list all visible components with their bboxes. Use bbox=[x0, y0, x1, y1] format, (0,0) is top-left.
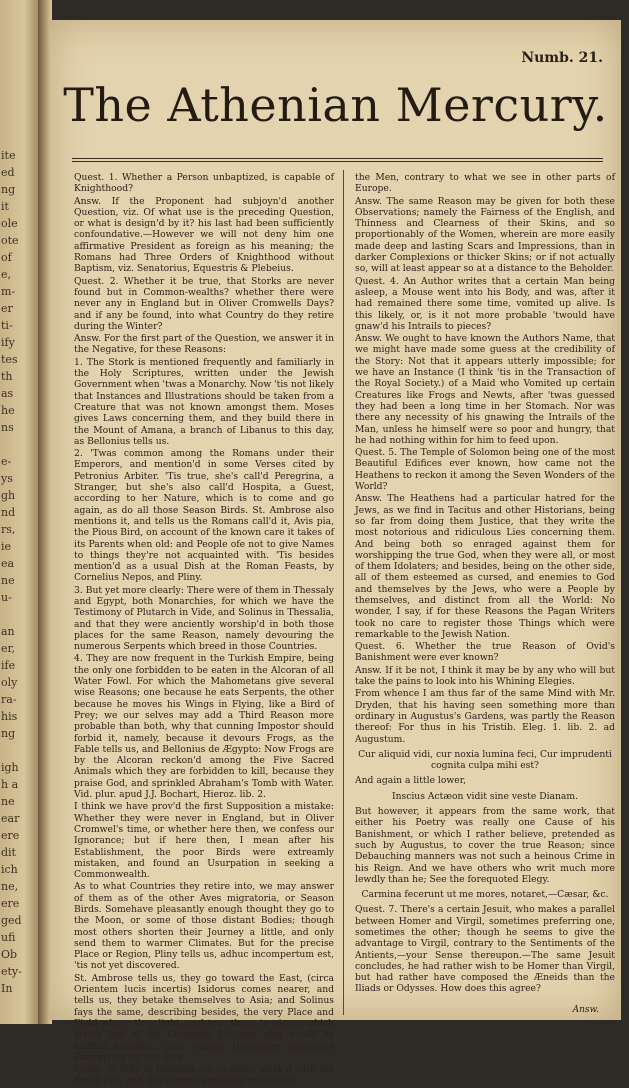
paragraph: Quest. 7. There's a certain Jesuit, who makes a parallel between Homer and Virgil, sometimes preferring one, sometimes the other; though he seems to give the advantage to Virgil, contrary to the Sentiments of the Antients,—your Sense thereupon.—The same Jesuit concludes, he had rather wish to be Homer than Virgil, but had rather have composed the Æneids than the Iliads or Odysses. How does this agree? bbox=[355, 904, 615, 995]
paragraph: 2. 'Twas common among the Romans under their Emperors, and mention'd in some Verses cited by Petronius Arbiter. 'Tis true, she's call'd Peregrina, a Stranger, but she's also call'd Hospita, a Guest, according to her Nature, which is to come and go again, as do all those Season Birds. St. Ambrose also mentions it, and tells us the Romans call'd it, Avis pia, the Pious Bird, on account of the known care it takes of its Parents when old: and People ofe not to give Names to things they're not acquainted with. 'Tis besides mention'd as a usual Dish at the Roman Feasts, by Cornelius Nepos, and Pliny. bbox=[74, 448, 334, 584]
adjacent-page-fragment: his bbox=[1, 710, 18, 723]
adjacent-page bbox=[0, 0, 40, 1024]
adjacent-page-fragment: e, bbox=[1, 268, 12, 281]
paragraph: Answ. We ought to have known the Authors Name, that we might have made some guess at the credibility of the Story: Not that it appears utterly impossible; for we have an Instance (I think 'tis in the Transaction of the Royal Society.) of a Maid who Vomited up certain Creatures like Frogs and Newts, after 'twas guessed they had been a long time in her Stomach. Nor was there any necessity of his gnawing the Intrails of the Man, unless he himself were so poor and hungry, that he had nothing within for him to feed upon. bbox=[355, 333, 615, 446]
masthead-rule bbox=[72, 158, 603, 162]
adjacent-page-fragment: ra- bbox=[1, 693, 17, 706]
drop-cap-paragraph: Quest. 1. Whether a Person unbaptized, is capable of Knighthood? bbox=[74, 172, 334, 195]
adjacent-page-fragment: ea bbox=[1, 557, 15, 570]
paragraph: Quest. 2. Whether it be true, that Storks are never found but in Common-wealths? whether there were never any in England but in Oliver Cromwells Days? and if any be found, into what Country do they retire during the Winter? bbox=[74, 275, 334, 332]
paragraph: But however, it appears from the same work, that either his Poetry was really one Cause of his Banishment, or which I rather believe, pretended as such by Augustus, to cover the true Reason; since Debauching manners was not such a heinous Crime in his Reign. And we have others who writ much more lewdly than he; See the forequoted Elegy. bbox=[355, 806, 615, 885]
paragraph: 3. But yet more clearly: There were of them in Thessaly and Egypt, both Monarchies, for which we have the Testimony of Plutarch in Vide, and Solinus in Thessalia, and that they were anciently worship'd in both those places for the same Reason, namely devouring the numerous Serpents which breed in those Countries. bbox=[74, 584, 334, 653]
adjacent-page-fragment: ify bbox=[1, 336, 15, 349]
adjacent-page-fragment: er, bbox=[1, 642, 16, 655]
adjacent-page-fragment: u- bbox=[1, 591, 12, 604]
paragraph: St. Ambrose tells us, they go toward the East, (circa Orientem lucis incertis) Isidorus comes nearer, and tells us, they betake themselves to Asia; and Solinus fays the same, describing besides, the very Place and Field where they light, and tear those to pieces which arrive last of the Company. Let any who would be further satisfied, read Gasper Heldelines ingenious Panegyrick on this Bird. bbox=[74, 972, 334, 1063]
adjacent-page-fragment: m- bbox=[1, 285, 16, 298]
paragraph: Quest. 6. Whether the true Reason of Ovid's Banishment were ever known? bbox=[355, 641, 615, 664]
adjacent-page-fragment: an bbox=[1, 625, 15, 638]
adjacent-page-fragment: ere bbox=[1, 829, 20, 842]
paragraph: I think we have prov'd the first Supposition a mistake: Whether they were never in England, but in Oliver Cromwel's time, or whether here then, we confess our Ignorance; but if here then, I mean after his Establishment, the poor Birds were extreamly mistaken, and found an Usurpation in seeking a Commonwealth. bbox=[74, 801, 334, 881]
adjacent-page-fragment: ole bbox=[1, 217, 18, 230]
newspaper-page bbox=[50, 20, 621, 1087]
right-column bbox=[355, 172, 615, 996]
adjacent-page-fragment: tes bbox=[1, 353, 18, 366]
verse-quotation: Carmina fecerunt ut me mores, notaret,—Cæsar, &c. bbox=[361, 889, 609, 901]
adjacent-page-fragment: nd bbox=[1, 506, 16, 519]
adjacent-page-fragment: he bbox=[1, 404, 15, 417]
adjacent-page-fragment: ng bbox=[1, 183, 16, 196]
adjacent-page-fragment: ety- bbox=[1, 965, 22, 978]
adjacent-page-fragment: ere bbox=[1, 897, 20, 910]
adjacent-page-fragment: ie bbox=[1, 540, 12, 553]
paragraph: 1. The Stork is mentioned frequently and familiarly in the Holy Scriptures, written under the Jewish Government when 'twas a Monarchy. Now 'tis not likely that Instances and Illustrations should be taken from a Creature that was not known amongst them. Moses gives Laws concerning them, and they build there in the Mount of Amana, a branch of Libanus to this day, as Bellonius tells us. bbox=[74, 356, 334, 447]
verse-quotation: Inscius Actæon vidit sine veste Dianam. bbox=[391, 790, 579, 802]
adjacent-page-fragment: ys bbox=[1, 472, 13, 485]
adjacent-page-fragment: ife bbox=[1, 659, 16, 672]
adjacent-page-fragment: e- bbox=[1, 455, 12, 468]
adjacent-page-fragment: ged bbox=[1, 914, 22, 927]
adjacent-page-fragment: dit bbox=[1, 846, 16, 859]
paragraph: As to what Countries they retire into, we may answer of them as of the other Aves migratoria, or Season Birds. Somehave pleasantly enough thought they go to the Moon, or some of those distant Bodies; though most others shorten their Journey a little, and only send them to warmer Climates. But for the precise Place or Region, Pliny tells us, adhuc incompertum est, 'tis not yet discovered. bbox=[74, 881, 334, 972]
adjacent-page-fragment: ed bbox=[1, 166, 15, 179]
left-column bbox=[74, 172, 334, 1088]
masthead-title: The Athenian Mercury. bbox=[63, 78, 608, 132]
paragraph: Answ. If the Proponent had subjoyn'd another Question, viz. Of what use is the preceding Question, or what is design'd by it? his last had been sufficiently confoundative.—However we will not deny him one affirmative President as foreign as his meaning; the Romans had Three Orders of Knighthood without Baptism, viz. Senatorius, Equestris & Plebeius. bbox=[74, 195, 334, 275]
adjacent-page-fragment: ear bbox=[1, 812, 20, 825]
paragraph: the Men, contrary to what we see in other parts of Europe. bbox=[355, 172, 615, 195]
paragraph: 4. They are now frequent in the Turkish Empire, being the only one forbidden to be eaten in the Alcoran of all Water Fowl. For which the Mahometans give several wise Reasons; one because he eats Serpents, the other because he moves his Wings in Flying, like a Bird of Prey; we our selves may add a Third Reason more probable than both, why that cunning Impostor should forbid it, namely, because it devours Frogs, as the Fable tells us, and Bellonius de Ægypto: Now Frogs are by the Alcoran reckon'd among the Five Sacred Animals which they are forbidden to kill, because they praise God, and sprinkled Abraham's Tomb with Water. Vid. plur. apud J.J. Bochart, Hieroz. lib. 2. bbox=[74, 653, 334, 801]
adjacent-page-fragment: ich bbox=[1, 863, 18, 876]
adjacent-page-fragment: th bbox=[1, 370, 13, 383]
adjacent-page-fragment: it bbox=[1, 200, 9, 213]
paragraph: Answ. For the first part of the Question, we answer it in the Negative, for these Reasons: bbox=[74, 333, 334, 356]
adjacent-page-fragment: of bbox=[1, 251, 12, 264]
paragraph: Answ. If it be not, I think it may be by any who will but take the pains to look into his Whining Elegies. bbox=[355, 664, 615, 688]
paragraph: Quest. 4. An Author writes that a certain Man being asleep, a Mouse went into his Body, and was, after it had remained there some time, vomited up alive. Is this likely, or, is it not more probable 'twould have gnaw'd his Intrails to pieces? bbox=[355, 275, 615, 332]
verse-quotation: Cur aliquid vidi, cur noxia lumina feci, Cur imprudenti cognita culpa mihi est? bbox=[358, 748, 612, 772]
adjacent-page-fragment: ite bbox=[1, 149, 16, 162]
paragraph bbox=[74, 172, 334, 195]
paragraph: And again a little lower, bbox=[355, 775, 466, 787]
adjacent-page-fragment: ne, bbox=[1, 880, 19, 893]
adjacent-page-fragment: er bbox=[1, 302, 13, 315]
adjacent-page-fragment: ne bbox=[1, 795, 15, 808]
paragraph: Answ. The Heathens had a particular hatred for the Jews, as we find in Tacitus and other Historians, being so far from doing them Justice, that they write the most notorious and ridiculous Lies concerning them. And being both so enraged against them for worshipping the true God, when they were all, or most of them Idolaters; and besides, being on the other side, all of them esteemed as cursed, and enemies to God and themselves by the Jews, who were a People by themselves, and distinct from all the World: No wonder, I say, if for these Reasons the Pagan Writers took no care to register those Things which were remarkable to the Jewish Nation. bbox=[355, 493, 615, 640]
paragraph: From whence I am thus far of the same Mind with Mr. Dryden, that his having seen something more than ordinary in Augustus's Gardens, was partly the Reason thereof: For thus in his Tristib. Eleg. 1. lib. 2. ad Augustum. bbox=[355, 688, 615, 745]
paragraph: Quest. 5. The Temple of Solomon being one of the most Beautiful Edifices ever known, how came not the Heathens to reckon it among the Seven Wonders of the World? bbox=[355, 447, 615, 493]
adjacent-page-fragment: ufi bbox=[1, 931, 16, 944]
issue-number: Numb. 21. bbox=[521, 50, 603, 66]
adjacent-page-fragment: ne bbox=[1, 574, 15, 587]
adjacent-page-fragment: Ob bbox=[1, 948, 18, 961]
paragraph: Answ. The same Reason may be given for both these Observations; namely the Fairness of the English, and Thinness and Clearness of their Skins, and so proportionably of the Women, wherein are more easily made deep and lasting Scars and Impressions, than in darker Complexions or thicker Skins; or if not actually so, will at least appear so at a distance to the Beholder. bbox=[355, 195, 615, 275]
adjacent-page-fragment: h a bbox=[1, 778, 19, 791]
adjacent-page-fragment: In bbox=[1, 982, 13, 995]
adjacent-page-fragment: gh bbox=[1, 489, 16, 502]
adjacent-page-fragment: ote bbox=[1, 234, 19, 247]
adjacent-page-fragment: ns bbox=[1, 421, 14, 434]
paragraph: Quest. 3. Why in England are so many mark'd with the Small Pox; and the Women generally more than bbox=[74, 1064, 334, 1087]
catchword: Answ. bbox=[572, 1005, 599, 1015]
adjacent-page-fragment: as bbox=[1, 387, 14, 400]
adjacent-page-fragment: igh bbox=[1, 761, 19, 774]
adjacent-page-fragment: oly bbox=[1, 676, 18, 689]
adjacent-page-fragment: ti- bbox=[1, 319, 13, 332]
adjacent-page-fragment: rs, bbox=[1, 523, 16, 536]
adjacent-page-fragment: ng bbox=[1, 727, 16, 740]
column-divider bbox=[343, 170, 344, 1015]
